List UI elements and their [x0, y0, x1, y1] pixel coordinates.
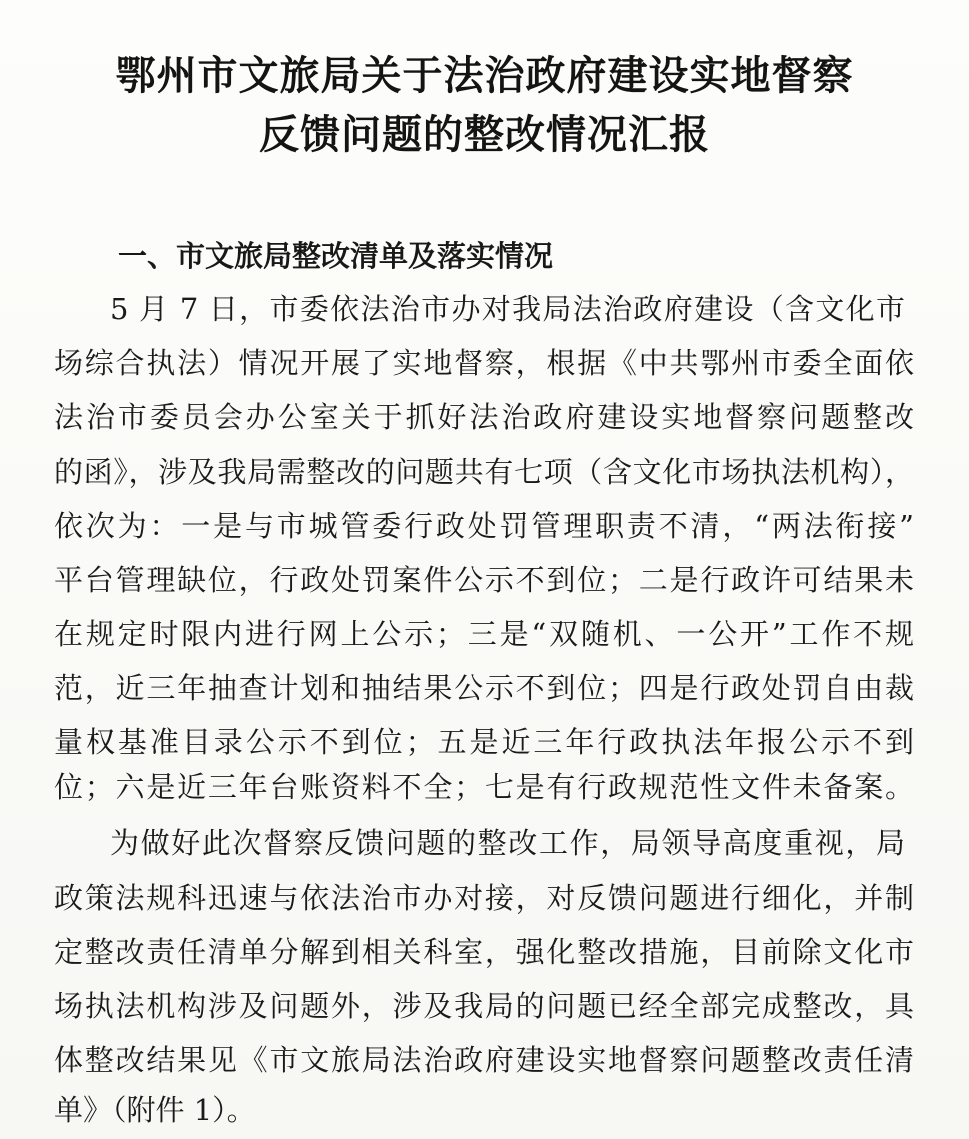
paragraph-1-line-9: 量权基准目录公示不到位；五是近三年行政执法年报公示不到	[54, 725, 914, 759]
paragraph-2-line-5: 体整改结果见《市文旅局法治政府建设实地督察问题整改责任清	[54, 1043, 914, 1077]
paragraph-2-line-3: 定整改责任清单分解到相关科室，强化整改措施，目前除文化市	[54, 935, 914, 969]
section-heading: 一、市文旅局整改清单及落实情况	[118, 239, 554, 273]
paragraph-1-line-10: 位；六是近三年台账资料不全；七是有行政规范性文件未备案。	[54, 770, 914, 804]
paragraph-1-line-2: 场综合执法）情况开展了实地督察，根据《中共鄂州市委全面依	[54, 346, 914, 380]
paragraph-1-line-4: 的函》，涉及我局需整改的问题共有七项（含文化市场执法机构），	[54, 455, 914, 489]
paragraph-1-line-1: 5 月 7 日，市委依法治市办对我局法治政府建设（含文化市	[110, 292, 905, 326]
document-title-line-2: 反馈问题的整改情况汇报	[259, 111, 710, 158]
paragraph-2-line-2: 政策法规科迅速与依法治市办对接，对反馈问题进行细化，并制	[54, 881, 914, 915]
paragraph-2-line-4: 场执法机构涉及问题外，涉及我局的问题已经全部完成整改，具	[54, 989, 914, 1023]
paragraph-1-line-6: 平台管理缺位，行政处罚案件公示不到位；二是行政许可结果未	[54, 563, 914, 597]
paragraph-1-line-8: 范，近三年抽查计划和抽结果公示不到位；四是行政处罚自由裁	[54, 671, 914, 705]
paragraph-2-line-1: 为做好此次督察反馈问题的整改工作，局领导高度重视，局	[110, 826, 905, 860]
paragraph-1-line-7: 在规定时限内进行网上公示；三是“双随机、一公开”工作不规	[54, 617, 914, 651]
paragraph-1-line-3: 法治市委员会办公室关于抓好法治政府建设实地督察问题整改	[54, 400, 914, 434]
paragraph-2-line-6: 单》（附件 1）。	[54, 1093, 256, 1127]
paragraph-1-line-5: 依次为：一是与市城管委行政处罚管理职责不清，“两法衔接”	[54, 509, 914, 543]
document-title-line-1: 鄂州市文旅局关于法治政府建设实地督察	[115, 52, 854, 99]
